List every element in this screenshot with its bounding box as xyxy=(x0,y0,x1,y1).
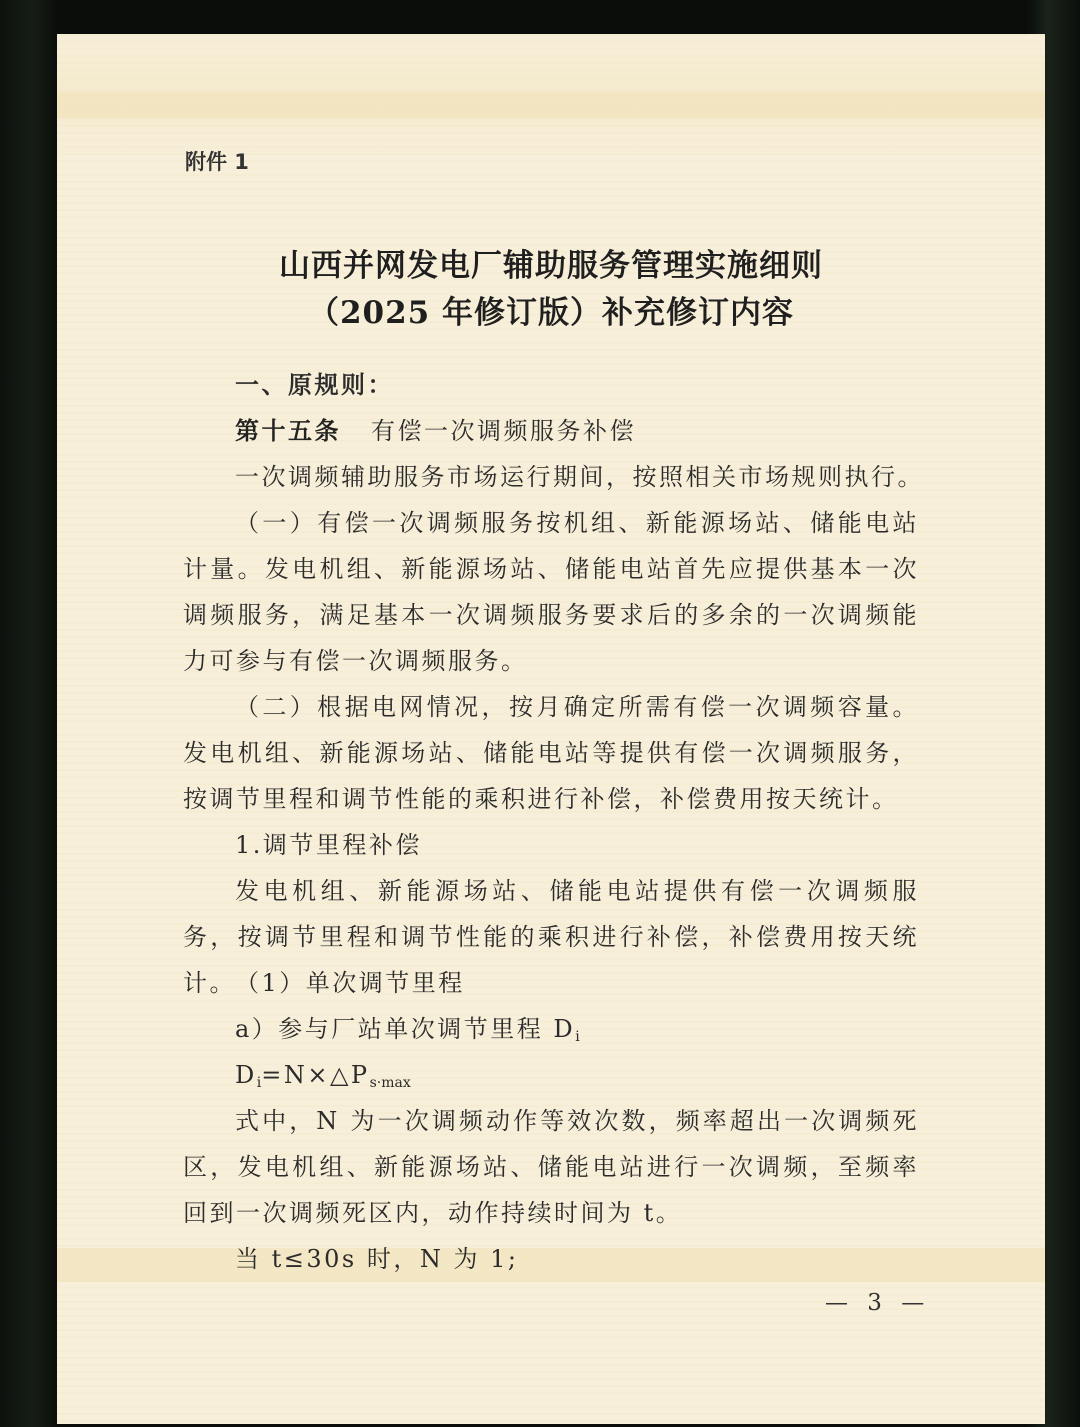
document-title-line1: 山西并网发电厂辅助服务管理实施细则 xyxy=(279,248,823,284)
document-page xyxy=(57,34,1045,1424)
paragraph-4: 1.调节里程补偿 xyxy=(235,831,422,859)
article-label: 第十五条 xyxy=(235,416,341,445)
paragraph-7-text: a）参与厂站单次调节里程 D xyxy=(235,1015,576,1043)
scan-band xyxy=(57,1248,1045,1282)
paragraph-6: （1）单次调节里程 xyxy=(235,969,465,997)
attachment-label: 附件 1 xyxy=(185,150,249,174)
formula-p-subscript: s·max xyxy=(369,1075,411,1091)
formula-body: =N×△P xyxy=(261,1061,370,1089)
document-title-line2: （2025 年修订版）补充修订内容 xyxy=(307,295,795,331)
paragraph-2: （一）有偿一次调频服务按机组、新能源场站、储能电站计量。发电机组、新能源场站、储能电站首先应提供基本一次调频服务，满足基本一次调频服务要求后的多余的一次调频能力可参与有偿一次调频服务。 xyxy=(183,509,919,675)
scan-band xyxy=(57,92,1045,118)
paragraph-1: 一次调频辅助服务市场运行期间，按照相关市场规则执行。 xyxy=(235,463,924,491)
article-title: 有偿一次调频服务补偿 xyxy=(371,417,636,445)
paragraph-3: （二）根据电网情况，按月确定所需有偿一次调频容量。发电机组、新能源场站、储能电站等提供有偿一次调频服务，按调节里程和调节性能的乘积进行补偿，补偿费用按天统计。 xyxy=(183,693,919,813)
formula-d: D xyxy=(235,1061,257,1089)
paragraph-9: 当 t≤30s 时，N 为 1; xyxy=(235,1245,519,1273)
article-heading xyxy=(235,408,636,454)
paragraph-7-subscript: i xyxy=(575,1029,580,1045)
paragraph-8: 式中，N 为一次调频动作等效次数，频率超出一次调频死区，发电机组、新能源场站、储能电站进行一次调频，至频率回到一次调频死区内，动作持续时间为 t。 xyxy=(183,1107,919,1227)
page-number: — 3 — xyxy=(825,1290,931,1316)
section-heading: 一、原规则： xyxy=(235,370,394,399)
formula-d-subscript: i xyxy=(256,1075,262,1091)
paragraph-5: 发电机组、新能源场站、储能电站提供有偿一次调频服务，按调节里程和调节性能的乘积进行补偿，补偿费用按天统计。 xyxy=(183,877,919,997)
